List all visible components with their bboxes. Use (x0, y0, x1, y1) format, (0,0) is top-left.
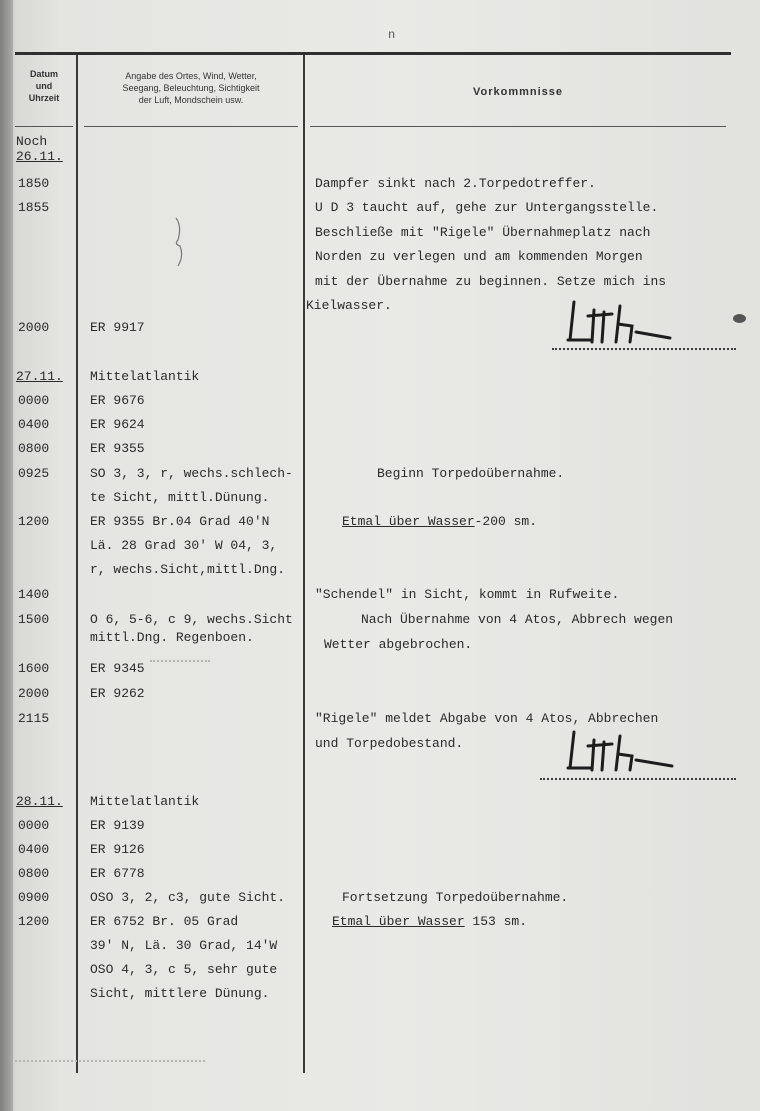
time-0800: 0800 (18, 866, 50, 881)
time-1855: 1855 (18, 200, 50, 215)
bracket-mark (172, 216, 186, 268)
header-ort-line: der Luft, Mondschein usw. (138, 95, 244, 105)
position-1200-line: ER 6752 Br. 05 Grad (90, 914, 239, 929)
time-2000: 2000 (18, 686, 50, 701)
signature (560, 726, 680, 776)
page-mark: n (388, 28, 396, 42)
header-ort-line: Seegang, Beleuchtung, Sichtigkeit (122, 83, 260, 93)
time-0900: 0900 (18, 890, 50, 905)
column-divider-2 (303, 55, 305, 1073)
time-1200: 1200 (18, 914, 50, 929)
date-26-11: 26.11. (16, 149, 63, 164)
time-1850: 1850 (18, 176, 50, 191)
header-underline-ort (84, 126, 298, 127)
etmal-label: Etmal über Wasser (342, 514, 475, 529)
binding-gutter (0, 0, 13, 1111)
time-1600: 1600 (18, 661, 50, 676)
position-0000: ER 9676 (90, 393, 145, 408)
event-1855-line: mit der Übernahme zu beginnen. Setze mich ins (315, 274, 667, 289)
weather-0925-line: SO 3, 3, r, wechs.schlech- (90, 466, 293, 481)
time-0000: 0000 (18, 818, 50, 833)
event-0900: Fortsetzung Torpedoübernahme. (342, 890, 569, 905)
event-1500-line: Wetter abgebrochen. (324, 637, 473, 652)
header-ort-line: Angabe des Ortes, Wind, Wetter, (125, 71, 257, 81)
event-1500-line: Nach Übernahme von 4 Atos, Abbrech wegen (361, 612, 674, 627)
etmal-value: -200 sm. (474, 514, 538, 529)
etmal-label: Etmal über Wasser (332, 914, 465, 929)
signature-dotted-line (552, 348, 736, 350)
event-0925: Beginn Torpedoübernahme. (377, 466, 565, 481)
event-1855-line: Kielwasser. (306, 298, 392, 313)
ink-smudge (733, 314, 746, 323)
date-28-11: 28.11. (16, 794, 63, 809)
position-0400: ER 9126 (90, 842, 145, 857)
noch-label: Noch (16, 134, 48, 149)
position-1200-line: r, wechs.Sicht,mittl.Dng. (90, 562, 286, 577)
header-ort (84, 70, 298, 106)
time-1400: 1400 (18, 587, 50, 602)
time-0400: 0400 (18, 417, 50, 432)
event-1200 (332, 914, 527, 930)
position-0400: ER 9624 (90, 417, 145, 432)
position-1600: ER 9345 (90, 661, 145, 676)
time-0925: 0925 (18, 466, 50, 481)
weather-1200-line: OSO 4, 3, c 5, sehr gute (90, 962, 278, 977)
weather-1200-line: Sicht, mittlere Dünung. (90, 986, 270, 1001)
time-0400: 0400 (18, 842, 50, 857)
position-1200-line: 39' N, Lä. 30 Grad, 14'W (90, 938, 278, 953)
signature (560, 296, 680, 348)
time-0000: 0000 (18, 393, 50, 408)
position-1200-line: Lä. 28 Grad 30' W 04, 3, (90, 538, 278, 553)
date-27-11: 27.11. (16, 369, 63, 384)
time-2115: 2115 (18, 711, 50, 726)
event-1850: Dampfer sinkt nach 2.Torpedotreffer. (315, 176, 596, 191)
position-0000: ER 9139 (90, 818, 145, 833)
event-2115-line: "Rigele" meldet Abgabe von 4 Atos, Abbrechen (315, 711, 659, 726)
weather-0900: OSO 3, 2, c3, gute Sicht. (90, 890, 286, 905)
header-vorkommnisse: Vorkommnisse (472, 86, 564, 98)
position-0800: ER 9355 (90, 441, 145, 456)
weather-1500-line: O 6, 5-6, c 9, wechs.Sicht (90, 612, 293, 627)
time-1500: 1500 (18, 612, 50, 627)
etmal-value: 153 sm. (464, 914, 528, 929)
header-datum-line: Uhrzeit (28, 93, 60, 103)
time-1200: 1200 (18, 514, 50, 529)
column-divider-1 (76, 55, 78, 1073)
event-2115-line: und Torpedobestand. (315, 736, 464, 751)
position-0800: ER 6778 (90, 866, 145, 881)
position-2000: ER 9262 (90, 686, 145, 701)
event-1200 (342, 514, 537, 530)
event-1400: "Schendel" in Sicht, kommt in Rufweite. (315, 587, 620, 602)
event-1855-line: Norden zu verlegen und am kommenden Morgen (315, 249, 643, 264)
header-underline-datum (15, 126, 73, 127)
header-underline-vorkommnisse (310, 126, 726, 127)
weather-1500-line: mittl.Dng. Regenboen. (90, 630, 254, 645)
position-2000: ER 9917 (90, 320, 145, 335)
time-0800: 0800 (18, 441, 50, 456)
location-27-11: Mittelatlantik (90, 369, 200, 384)
location-28-11: Mittelatlantik (90, 794, 200, 809)
header-datum-line: und (35, 81, 53, 91)
top-rule (15, 52, 731, 55)
time-2000: 2000 (18, 320, 50, 335)
signature-dotted-line (540, 778, 736, 780)
header-datum (15, 68, 73, 104)
header-datum-line: Datum (29, 69, 58, 79)
faint-dots (150, 660, 210, 662)
event-1855-line: Beschließe mit "Rigele" Übernahmeplatz nach (315, 225, 651, 240)
weather-0925-line: te Sicht, mittl.Dünung. (90, 490, 270, 505)
position-1200-line: ER 9355 Br.04 Grad 40'N (90, 514, 270, 529)
event-1855-line: U D 3 taucht auf, gehe zur Untergangsstelle. (315, 200, 659, 215)
faint-dots (15, 1060, 205, 1062)
